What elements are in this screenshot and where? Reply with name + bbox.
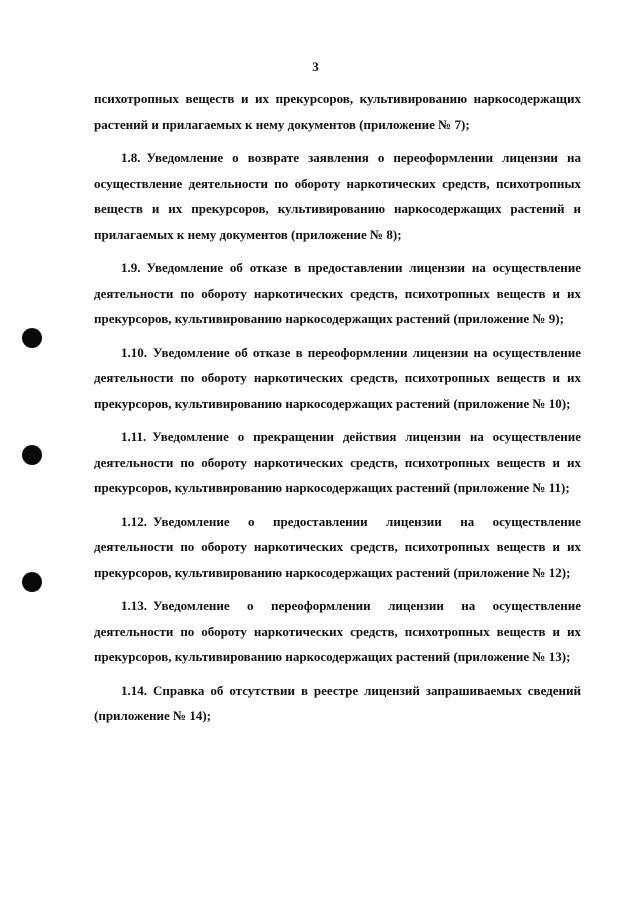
item-number: 1.9.: [121, 260, 141, 275]
item-text: Уведомление о возврате заявления о переоформлении лицензии на осуществление деятельности по обороту наркотических средств, психотропных веществ и их прекурсоров, культивированию наркосодержащих растений и прилагаемых к нему документов (приложение № 8);: [94, 150, 581, 242]
document-body: [94, 86, 581, 737]
item-text: Уведомление о прекращении действия лицензии на осуществление деятельности по обороту наркотических средств, психотропных веществ и их прекурсоров, культивированию наркосодержащих растений (приложение № 11);: [94, 429, 581, 495]
item-number: 1.11.: [121, 429, 147, 444]
item-number: 1.10.: [121, 344, 147, 360]
list-item-1-12: [94, 509, 581, 586]
punch-hole: [22, 328, 42, 348]
paragraph-continuation: психотропных веществ и их прекурсоров, культивированию наркосодержащих растений и прилагаемых к нему документов (приложение № 7);: [94, 91, 581, 132]
item-text: Уведомление о предоставлении лицензии на осуществление деятельности по обороту наркотических средств, психотропных веществ и их прекурсоров, культивированию наркосодержащих растений (приложение № 12);: [94, 513, 581, 580]
list-item-1-10: [94, 340, 581, 417]
list-item-1-14: [94, 678, 581, 729]
item-number: 1.8.: [121, 150, 141, 165]
list-item-1-9: [94, 255, 581, 332]
item-text: Уведомление об отказе в предоставлении лицензии на осуществление деятельности по обороту наркотических средств, психотропных веществ и их прекурсоров, культивированию наркосодержащих растений (приложение № 9);: [94, 260, 581, 326]
item-text: Уведомление о переоформлении лицензии на осуществление деятельности по обороту наркотических средств, психотропных веществ и их прекурсоров, культивированию наркосодержащих растений (приложение № 13);: [94, 598, 581, 664]
list-item-1-13: [94, 593, 581, 670]
page-number: 3: [312, 59, 319, 74]
item-text: Уведомление об отказе в переоформлении лицензии на осуществление деятельности по обороту наркотических средств, психотропных веществ и их прекурсоров, культивированию наркосодержащих растений (приложение № 10);: [94, 344, 581, 411]
list-item-1-8: [94, 145, 581, 247]
item-text: Справка об отсутствии в реестре лицензий запрашиваемых сведений (приложение № 14);: [94, 682, 581, 723]
list-item-1-11: [94, 424, 581, 501]
punch-hole: [22, 445, 42, 465]
item-number: 1.14.: [121, 682, 147, 698]
item-number: 1.13.: [121, 598, 147, 613]
item-number: 1.12.: [121, 513, 147, 529]
punch-hole: [22, 572, 42, 592]
